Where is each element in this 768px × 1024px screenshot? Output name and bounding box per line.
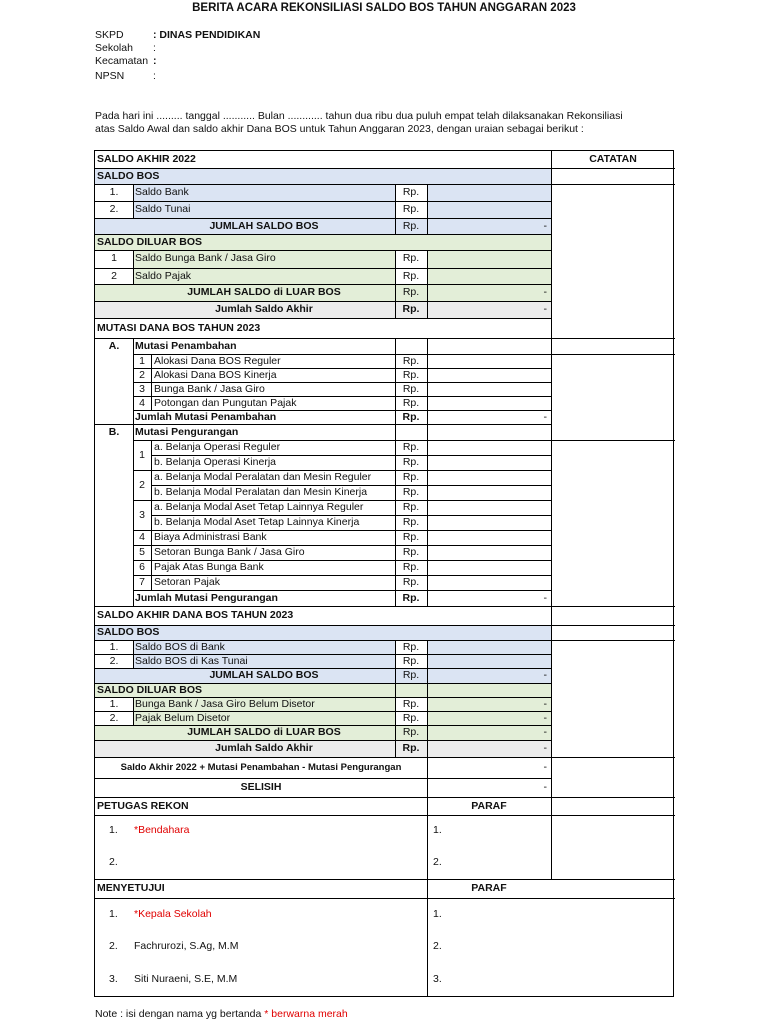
total-value: - (543, 220, 547, 232)
formula-value: - (543, 761, 547, 773)
rp-label: Rp. (402, 576, 420, 588)
rp-label: Rp. (402, 186, 420, 198)
grid-line (551, 184, 675, 185)
item-label: b. Belanja Operasi Kinerja (154, 456, 276, 468)
paraf-heading: PARAF (471, 800, 507, 812)
official-name: Siti Nuraeni, S.E, M.M (134, 973, 238, 985)
grid-line (95, 625, 675, 626)
rp-label: Rp. (402, 220, 420, 232)
colon: : (153, 42, 156, 54)
grid-line (551, 354, 675, 355)
rp-label: Rp. (402, 270, 420, 282)
rp-label: Rp. (402, 355, 420, 367)
section-heading: SALDO AKHIR DANA BOS TAHUN 2023 (97, 609, 294, 621)
note-red-text: * berwarna merah (264, 1008, 348, 1020)
rp-label: Rp. (402, 252, 420, 264)
item-number: 3 (139, 383, 145, 395)
item-label: Saldo Bank (135, 186, 189, 198)
row-fill (427, 184, 551, 201)
saldo-luar-heading: SALDO DILUAR BOS (97, 684, 202, 696)
rp-label: Rp. (402, 531, 420, 543)
item-number: 1. (109, 641, 119, 653)
item-label: Saldo BOS di Bank (135, 641, 225, 653)
grid-line (551, 440, 675, 441)
rp-label: Rp. (402, 561, 420, 573)
row-number: 1. (109, 908, 118, 920)
rp-label: Rp. (402, 383, 420, 395)
rp-label: Rp. (402, 369, 420, 381)
rp-label: Rp. (402, 501, 420, 513)
item-number: 2 (139, 369, 145, 381)
selisih-label: SELISIH (240, 781, 282, 793)
intro-line-1: Pada hari ini ......... tanggal ........... Bulan ............ tahun dua ribu dua puluh empat telah dilaksanakan Rekonsiliasi (95, 110, 623, 122)
grid-line (133, 697, 134, 725)
rp-label: Rp. (402, 669, 420, 681)
item-label: Bunga Bank / Jasa Giro Belum Disetor (135, 698, 315, 710)
grid-line (95, 168, 551, 169)
item-value: - (543, 712, 547, 724)
grid-line (95, 879, 675, 880)
item-number: 2 (111, 270, 117, 282)
total-label: JUMLAH SALDO di LUAR BOS (187, 726, 341, 738)
rp-label: Rp. (402, 486, 420, 498)
item-label: Biaya Administrasi Bank (154, 531, 267, 543)
grid-line (551, 151, 552, 318)
item-label: Saldo BOS di Kas Tunai (135, 655, 248, 667)
rp-label: Rp. (402, 456, 420, 468)
item-label: Saldo Pajak (135, 270, 192, 282)
npsn-label: NPSN (95, 70, 125, 82)
grid-line (551, 318, 552, 606)
total-label: JUMLAH SALDO BOS (209, 669, 319, 681)
document-title: BERITA ACARA REKONSILIASI SALDO BOS TAHUN ANGGARAN 2023 (192, 2, 576, 14)
item-number: 2 (139, 479, 145, 491)
item-label: Bunga Bank / Jasa Giro (154, 383, 265, 395)
row-number: 3. (109, 973, 118, 985)
paraf-number: 1. (433, 908, 442, 920)
grid-line (133, 250, 134, 284)
section-heading: SALDO AKHIR 2022 (97, 153, 196, 165)
total-value: - (543, 303, 547, 315)
note-text: Note : isi dengan nama yg bertanda (95, 1008, 265, 1020)
total-value: - (543, 669, 547, 681)
item-label: Potongan dan Pungutan Pajak (154, 397, 297, 409)
row-fill (95, 168, 551, 184)
reconciliation-table (94, 150, 674, 997)
row-number: 2. (109, 856, 118, 868)
item-number: 6 (139, 561, 145, 573)
catatan-heading: CATATAN (589, 153, 637, 165)
item-label: Setoran Pajak (154, 576, 220, 588)
rp-label: Rp. (402, 203, 420, 215)
paraf-heading: PARAF (471, 882, 507, 894)
paraf-number: 2. (433, 940, 442, 952)
grid-line (551, 797, 552, 879)
item-label: b. Belanja Modal Aset Tetap Lainnya Kinerja (154, 516, 360, 528)
item-number: 2. (109, 655, 119, 667)
row-number: 1. (109, 824, 118, 836)
intro-paragraph (95, 110, 685, 136)
grid-line (95, 898, 427, 899)
npsn-line (95, 70, 156, 82)
grid-line (551, 606, 552, 797)
row-fill (95, 625, 551, 640)
item-number: 2. (109, 712, 119, 724)
item-number: 5 (139, 546, 145, 558)
item-label: Alokasi Dana BOS Kinerja (154, 369, 277, 381)
item-number: 4 (139, 531, 145, 543)
colon: : (153, 55, 157, 67)
kecamatan-line (95, 55, 157, 67)
total-value: - (543, 286, 547, 298)
total-value: - (543, 726, 547, 738)
item-label: Pajak Belum Disetor (135, 712, 231, 724)
rp-label: Rp. (402, 655, 420, 667)
paraf-number: 2. (433, 856, 442, 868)
rp-label: Rp. (402, 726, 420, 738)
section-heading: MUTASI DANA BOS TAHUN 2023 (97, 322, 261, 334)
rp-label: Rp. (402, 742, 420, 754)
item-number: 7 (139, 576, 145, 588)
petugas-heading: PETUGAS REKON (97, 800, 189, 812)
official-name: *Bendahara (134, 824, 190, 836)
rp-label: Rp. (402, 471, 420, 483)
item-label: Setoran Bunga Bank / Jasa Giro (154, 546, 305, 558)
total-label: Jumlah Mutasi Penambahan (135, 411, 277, 423)
total-label: Jumlah Saldo Akhir (215, 303, 313, 315)
paraf-number: 1. (433, 824, 442, 836)
rp-label: Rp. (402, 303, 420, 315)
total-value: - (543, 742, 547, 754)
item-number: 1 (111, 252, 117, 264)
saldo-bos-heading: SALDO BOS (97, 170, 160, 182)
rp-label: Rp. (402, 397, 420, 409)
saldo-luar-heading: SALDO DILUAR BOS (97, 236, 202, 248)
row-number: 2. (109, 940, 118, 952)
total-label: JUMLAH SALDO di LUAR BOS (187, 286, 341, 298)
grid-line (551, 168, 675, 169)
total-label: JUMLAH SALDO BOS (209, 220, 319, 232)
kecamatan-label: Kecamatan (95, 55, 149, 67)
footnote (95, 1008, 348, 1020)
item-label: a. Belanja Modal Aset Tetap Lainnya Reguler (154, 501, 364, 513)
item-number: 2. (109, 203, 119, 215)
sekolah-line (95, 42, 156, 54)
row-fill (427, 250, 551, 268)
group-number: B. (108, 426, 120, 438)
total-label: Jumlah Mutasi Pengurangan (135, 592, 278, 604)
rp-label: Rp. (402, 641, 420, 653)
item-label: Saldo Bunga Bank / Jasa Giro (135, 252, 276, 264)
item-number: 1 (139, 355, 145, 367)
grid-line (427, 184, 428, 218)
formula-label: Saldo Akhir 2022 + Mutasi Penambahan - Mutasi Pengurangan (120, 762, 402, 773)
official-name: *Kepala Sekolah (134, 908, 212, 920)
paraf-number: 3. (433, 973, 442, 985)
item-number: 1 (139, 449, 145, 461)
row-fill (427, 268, 551, 284)
menyetujui-heading: MENYETUJUI (97, 882, 165, 894)
item-number: 4 (139, 397, 145, 409)
grid-line (427, 898, 675, 899)
saldo-bos-heading: SALDO BOS (97, 626, 160, 638)
group-label: Mutasi Penambahan (135, 340, 237, 352)
official-name: Fachrurozi, S.Ag, M.M (134, 940, 239, 952)
row-fill (427, 640, 551, 654)
item-number: 3 (139, 509, 145, 521)
grid-line (133, 640, 134, 668)
rp-label: Rp. (402, 592, 420, 604)
total-label: Jumlah Saldo Akhir (215, 742, 313, 754)
item-label: a. Belanja Modal Peralatan dan Mesin Reguler (154, 471, 372, 483)
row-fill (427, 201, 551, 218)
rp-label: Rp. (402, 441, 420, 453)
item-label: Pajak Atas Bunga Bank (154, 561, 264, 573)
colon: : (153, 70, 156, 82)
total-value: - (543, 592, 547, 604)
grid-line (551, 757, 675, 758)
item-label: Alokasi Dana BOS Reguler (154, 355, 281, 367)
rp-label: Rp. (402, 546, 420, 558)
skpd-label: SKPD (95, 29, 124, 41)
group-label: Mutasi Pengurangan (135, 426, 239, 438)
row-fill (427, 654, 551, 668)
rp-label: Rp. (402, 712, 420, 724)
item-value: - (543, 698, 547, 710)
sekolah-label: Sekolah (95, 42, 133, 54)
item-label: a. Belanja Operasi Reguler (154, 441, 281, 453)
rp-label: Rp. (402, 698, 420, 710)
rp-label: Rp. (402, 516, 420, 528)
selisih-value: - (543, 781, 547, 793)
skpd-line (95, 29, 260, 41)
item-number: 1. (109, 186, 119, 198)
rp-label: Rp. (402, 411, 420, 423)
grid-line (133, 184, 134, 218)
item-label: b. Belanja Modal Peralatan dan Mesin Kinerja (154, 486, 368, 498)
group-number: A. (108, 340, 120, 352)
item-number: 1. (109, 698, 119, 710)
grid-line (95, 815, 675, 816)
item-label: Saldo Tunai (135, 203, 191, 215)
rp-label: Rp. (402, 286, 420, 298)
intro-line-2: atas Saldo Awal dan saldo akhir Dana BOS untuk Tahun Anggaran 2023, dengan uraian sebagai berikut : (95, 123, 584, 135)
skpd-value: : DINAS PENDIDIKAN (153, 29, 261, 41)
total-value: - (543, 411, 547, 423)
